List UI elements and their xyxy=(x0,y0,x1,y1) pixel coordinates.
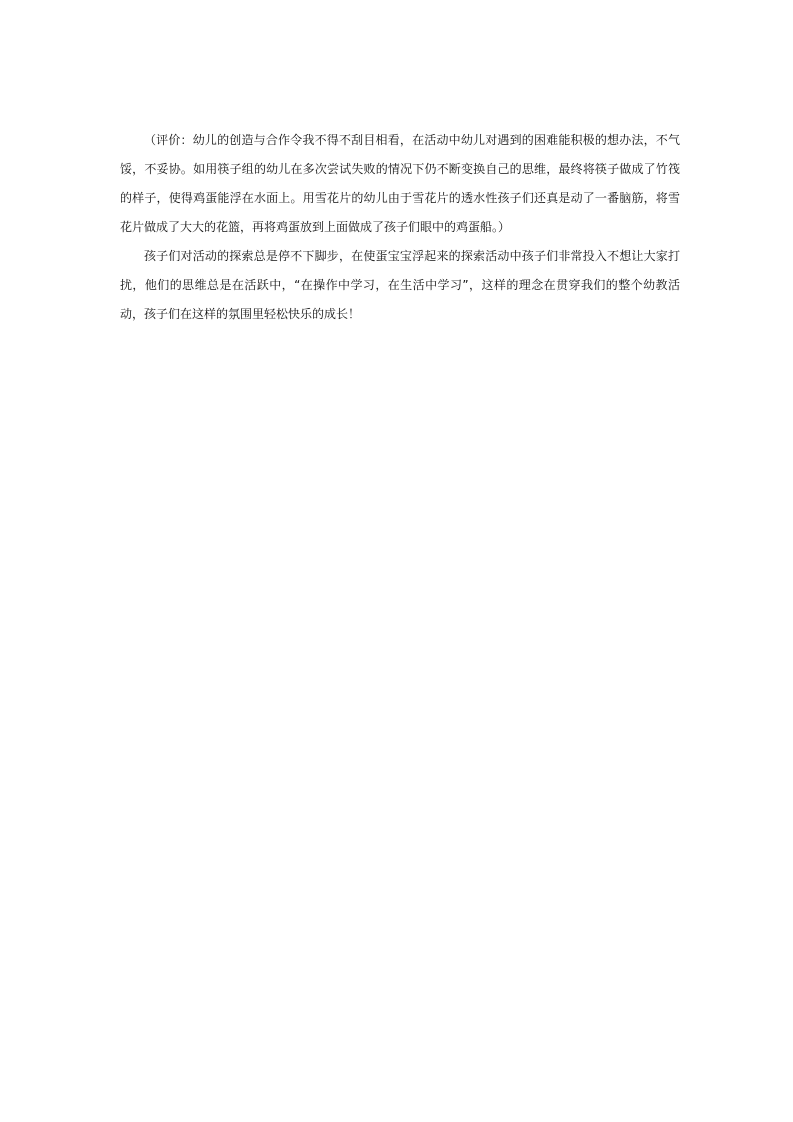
evaluation-paragraph: （评价：幼儿的创造与合作令我不得不刮目相看，在活动中幼儿对遇到的困难能积极的想办法，不气馁，不妥协。如用筷子组的幼儿在多次尝试失败的情况下仍不断变换自己的思维，最终将筷子做成了竹筏的样子，使得鸡蛋能浮在水面上。用雪花片的幼儿由于雪花片的透水性孩子们还真是动了一番脑筋，将雪花片做成了大大的花篮，再将鸡蛋放到上面做成了孩子们眼中的鸡蛋船。） xyxy=(120,133,680,234)
conclusion-paragraph: 孩子们对活动的探索总是停不下脚步，在使蛋宝宝浮起来的探索活动中孩子们非常投入不想让大家打扰，他们的思维总是在活跃中，“在操作中学习，在生活中学习”，这样的理念在贯穿我们的整个幼教活动，孩子们在这样的氛围里轻松快乐的成长！ xyxy=(120,249,680,321)
document-body xyxy=(120,126,680,329)
